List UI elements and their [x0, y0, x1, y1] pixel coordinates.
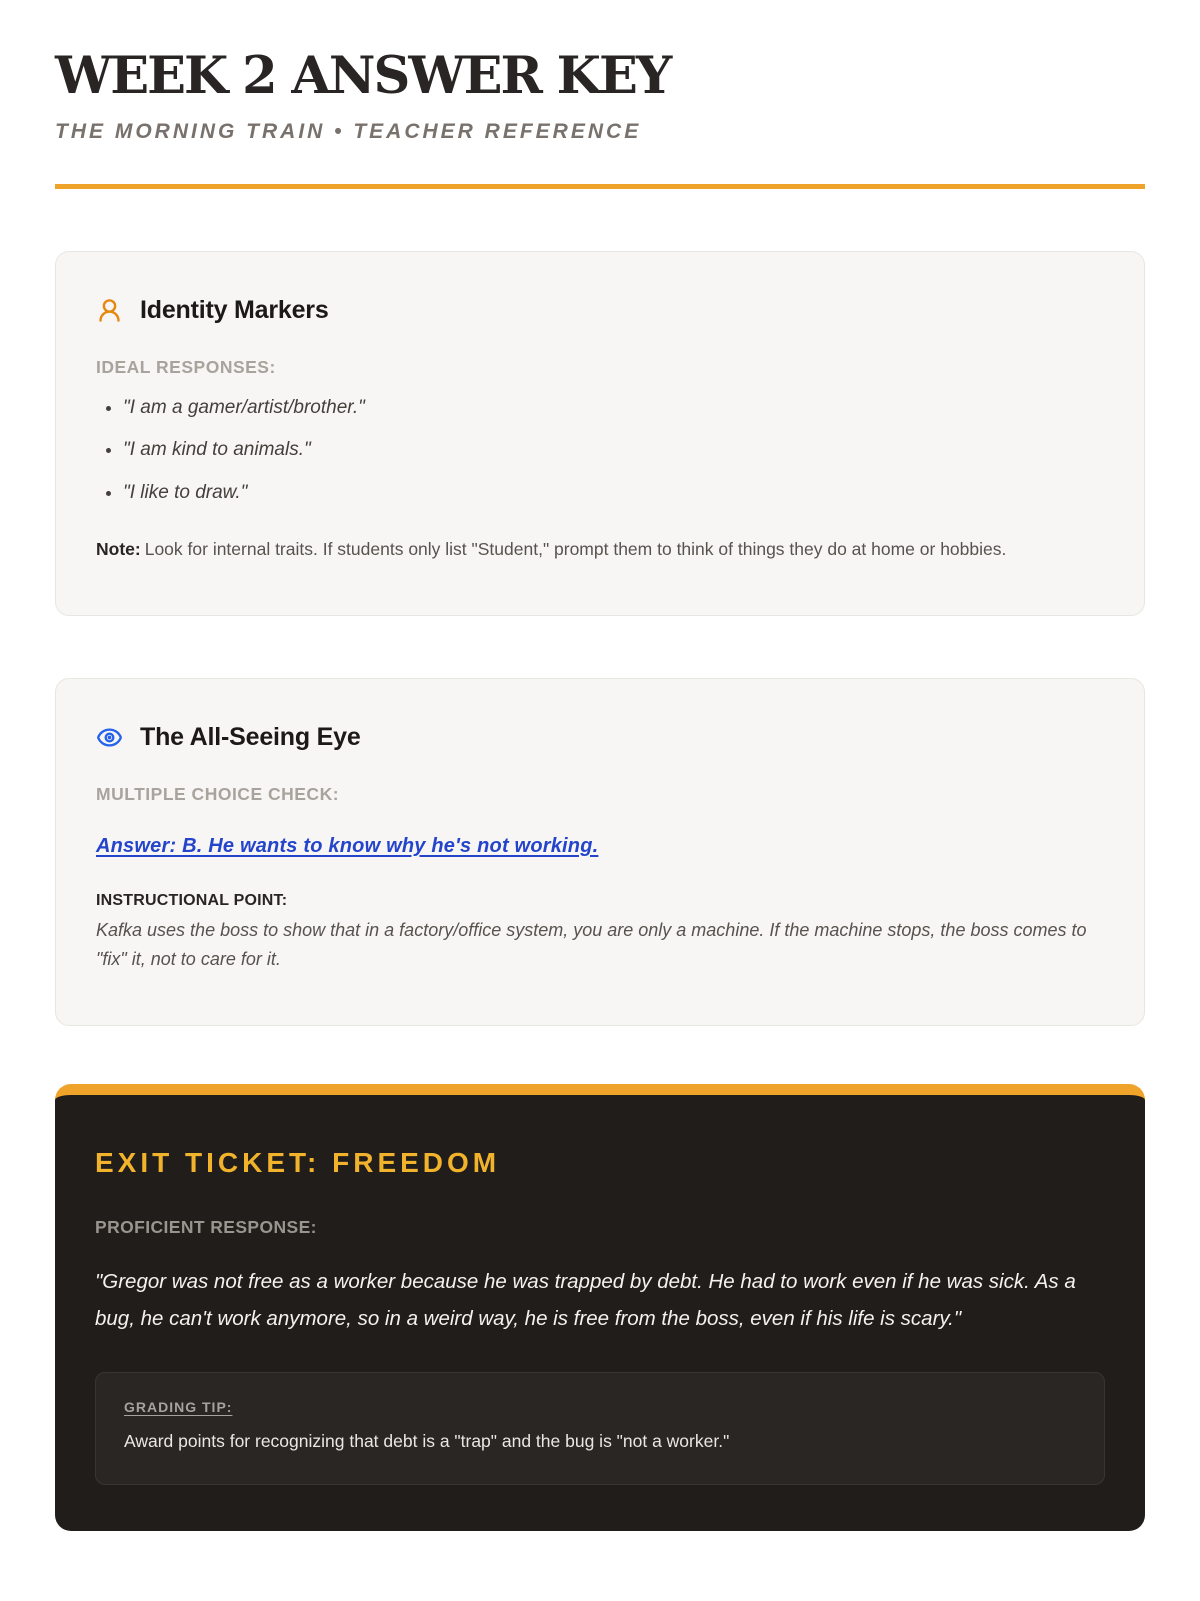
instructional-point-text: Kafka uses the boss to show that in a factory/office system, you are only a machine. If the machine stops, the boss comes to "fix" it, not to care for it.	[96, 919, 1087, 969]
note-text: Look for internal traits. If students only list "Student," prompt them to think of things they do at home or hobbies.	[144, 538, 1007, 559]
exit-ticket-card	[55, 1084, 1145, 1531]
identity-card-header	[96, 296, 1104, 325]
all-seeing-eye-card	[55, 678, 1145, 1027]
eye-card-header	[96, 723, 1104, 752]
teacher-note	[96, 536, 1104, 563]
instructional-point-label: INSTRUCTIONAL POINT:	[96, 891, 288, 909]
grading-tip-label: GRADING TIP:	[124, 1399, 233, 1416]
answer-text: Answer: B. He wants to know why he's not working.	[96, 834, 599, 857]
user-icon	[96, 297, 123, 324]
list-item: • "I like to draw."	[123, 481, 1104, 506]
eye-icon	[96, 724, 123, 751]
ideal-responses-list	[96, 396, 1104, 506]
grading-tip-text: Award points for recognizing that debt is a "trap" and the bug is "not a worker."	[124, 1431, 730, 1452]
page-subtitle: THE MORNING TRAIN • TEACHER REFERENCE	[55, 119, 642, 143]
list-item: • "I am kind to animals."	[123, 438, 1104, 463]
multiple-choice-label: MULTIPLE CHOICE CHECK:	[96, 783, 340, 804]
grading-tip-box	[95, 1372, 1105, 1485]
page-header	[55, 46, 1145, 189]
accent-divider	[55, 184, 1145, 189]
list-item: • "I am a gamer/artist/brother."	[123, 396, 1104, 421]
exit-ticket-title: EXIT TICKET: FREEDOM	[95, 1147, 501, 1179]
proficient-response-label: PROFICIENT RESPONSE:	[95, 1217, 317, 1238]
eye-card-title: The All-Seeing Eye	[140, 722, 361, 751]
note-label: Note:	[96, 538, 141, 559]
proficient-response-quote: "Gregor was not free as a worker because he was trapped by debt. He had to work even if he was sick. As a bug, he can't work anymore, so in a weird way, he is free from the boss, even if his life is scary."	[95, 1270, 1076, 1331]
page-title: WEEK 2 ANSWER KEY	[55, 46, 671, 106]
identity-markers-card	[55, 251, 1145, 616]
ideal-responses-label: IDEAL RESPONSES:	[96, 356, 276, 377]
identity-card-title: Identity Markers	[140, 295, 329, 324]
